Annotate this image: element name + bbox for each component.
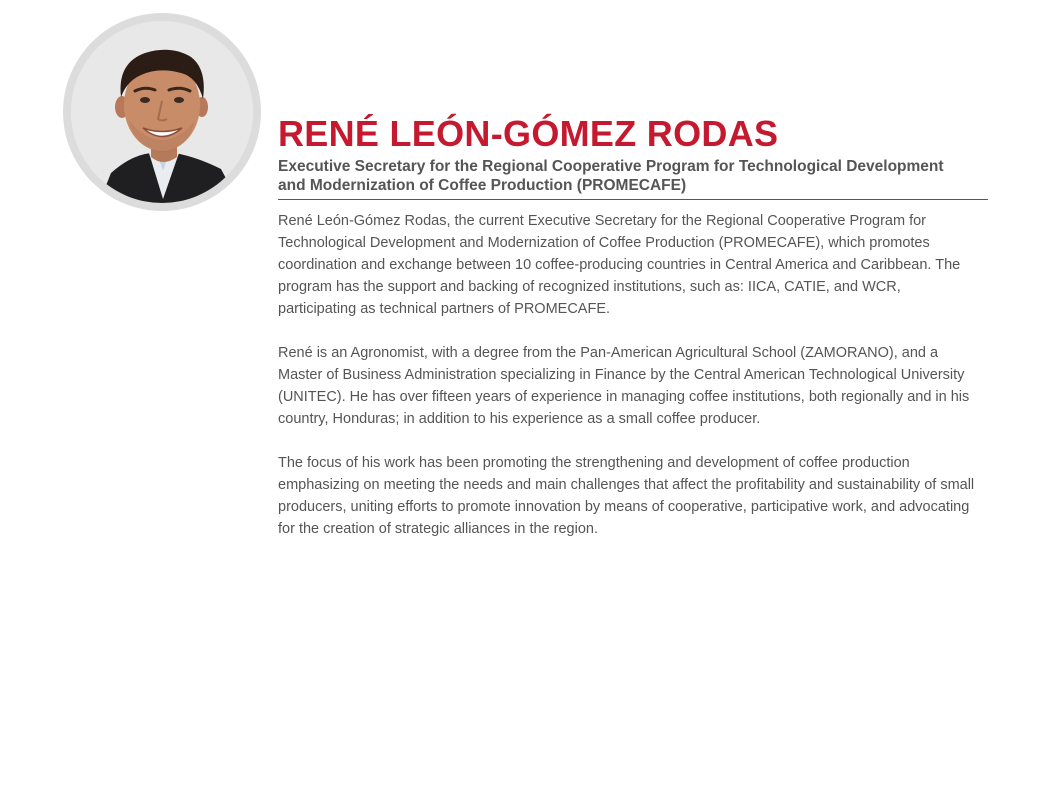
biography [278, 210, 978, 562]
title-divider [278, 199, 988, 200]
avatar [71, 21, 253, 203]
portrait-illustration [71, 21, 253, 203]
bio-paragraph: René is an Agronomist, with a degree from the Pan-American Agricultural School (ZAMORANO), and a Master of Business Administration specializing in Finance by the Central American Technological University (UNITEC). He has over fifteen years of experience in managing coffee institutions, both regionally and in his country, Honduras; in addition to his experience as a small coffee producer. [278, 345, 970, 427]
bio-paragraph: René León-Gómez Rodas, the current Executive Secretary for the Regional Cooperative Program for Technological Development and Modernization of Coffee Production (PROMECAFE), which promotes coordination and exchange between 10 coffee-producing countries in Central America and Caribbean. The program has the support and backing of recognized institutions, such as: IICA, CATIE, and WCR, participating as technical partners of PROMECAFE. [278, 213, 961, 317]
person-title: Executive Secretary for the Regional Cooperative Program for Technological Development and Modernization of Coffee Production (PROMECAFE) [278, 158, 944, 194]
profile-photo-frame [63, 13, 261, 211]
person-name: RENÉ LEÓN-GÓMEZ RODAS [278, 113, 779, 154]
bio-paragraph: The focus of his work has been promoting the strengthening and development of coffee production emphasizing on meeting the needs and main challenges that affect the profitability and sustainability of small producers, uniting efforts to promote innovation by means of cooperative, participative work, and advocating for the creation of strategic alliances in the region. [278, 455, 975, 537]
